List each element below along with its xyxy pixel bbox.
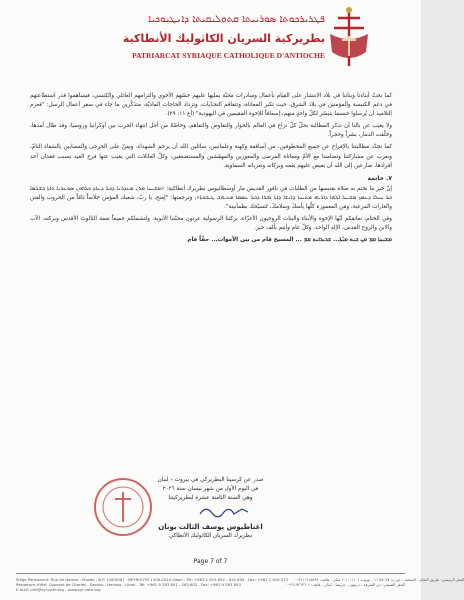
patriarchate-crest-icon — [318, 4, 380, 70]
letter-body — [30, 92, 392, 248]
footer-summer-residence-ar: المقر الصيفي: دير الشرفة - درعون - حريصا - لبنان - هاتف: ٠٠٩٦١٩٢٦٣٦٠١ — [285, 582, 405, 587]
footer-address-ar: المقر الرئيسي: طريق الشام - المتحف - ص.ب ١١٦/٥٠٨٧ - بيروت ١١٠٦-٢٠١٠ لبنان - هاتف: ٠٠٩٦١١٦١٥٨٩٢ — [294, 577, 464, 582]
page-number: Page 7 of 7 — [193, 558, 228, 565]
footer-address: Siège Permanent: Rue de Damas - Musée - B.P. 116/5087 - BEYROUTH 1106-2010 Liban - Tél: +961 1 615 892 - 615 894 - Fax: +961 1 616 573 — [16, 577, 289, 582]
syriac-title: ܦܛܪܝܪܟܘܬܐ ܣܘܪܝܝܬܐ ܩܬܘܠܝܩܝܬܐ ܕܐܢܛܝܘܟܝܐ — [148, 14, 325, 25]
paragraph: كما نجدّد مطالبتنا بالإفراج عن جميع المخطوفين، من أساقفة وكهنة وعلمانيين، سائلين الله أن يرحم الشهداء، ويمنّ على الجرحى والمصابين بالشفاء التامّ، ونعرب عن مشاركتنا وتضامننا مع الأمّ ومعاناة المرضى والمعوزين والمهمّشين والمستضعفين، وكلّ العائلات التي يغيب عنها فرح العيد بسبب فقدان أحد أفرادها، ضارعين إلى الله أن يفيض عليهم نِعَمه وبركاته وتعزياته السماوية. — [30, 144, 392, 169]
french-title: PATRIARCAT SYRIAQUE CATHOLIQUE D'ANTIOCHE — [132, 51, 325, 60]
signatory-title: بطريرك السريان الكاثوليك الأنطاكي — [168, 533, 253, 539]
letterhead — [0, 4, 421, 68]
paragraph: إنّ خير ما نختم به صلاة نقتبسها من الطلبات في ناقور القديس مار أوسطاثيوس بطريرك أنطاكية: «ܡܫܝܚܐ ܡܪܢ ܡܥܕܪܢܐ ܕܟܠ ܕܥܐܕ ܟܠܗܘܢ ܣܘܥܪܢܐ ܘܐܬܐ ܒܫܠܡܐ ܟܠ ܚܝܠܐ ܕܥܡܟ ܡܫܝܚܐ ܐܠܗܐ ܕܐܪܝܗܝ ܡܬܝܚܐ ܕܐܢܫܐ ܕܐܬܐ ܓܒܪܐ ܕܟܠ ܥܡܡܐ ܡܬܝܗܒ ܛܝܒܘܬܐ»، وترجمتها: "إمنح، يا ربّ، شعبك المؤمن خلاصاً تامّاً من الحروب والفتن والغارات المرعبة، ومَن المعمورة كلّها بأمنكَ وسلامكَ، لتسبّحك بطمأنينة". — [30, 185, 392, 211]
footer-contact: E-mail: info@syr-cath.org - www.syr-cath.org — [16, 587, 101, 592]
patriarchate-year: وهي السنة الثامنة عشرة لبطريركيتنا — [168, 495, 253, 501]
paragraph: كما نحثّ أبناءنا وبناتنا في بلاد الانتشار على القيام بأعمال ومبادرات محبّة يمليها عليهم حسّهم الأخوي والتزامهم العائلي والكنسي، فيساهموا قدر استطاعتهم في دعم الكنيسة والمؤمنين في بلاد الشرق، حيث تكبر المعاناة، وتتفاقم التحدّيات، وتزداد الحاجات الماديّة، متذكّرين ما جاء في سفر أعمال الرسل: "فعزم التلاميذ أن يُرسلوا حسبما يتيسّر لكلّ واحدٍ منهم، إسعافاً للإخوة المقيمين في اليهودية" (أع ١١: ٢٩). — [30, 93, 392, 118]
footer — [16, 573, 464, 592]
section-heading: ٧. خاتمة — [367, 174, 392, 182]
arabic-title: بطريركية السريان الكاثوليك الأنطاكية — [122, 32, 325, 45]
paragraph: ولا يغيب عن بالنا أن نذكر المطالبة بحلّ كلّ نزاع في العالم بالحوار والتفاوض والتفاهم، وخاصّةً من أجل انتهاء الحرب بين أوكرانيا وروسيا، وقد طال أمدها، وخلّفت الدمار، بشراً وحجراً. — [30, 123, 392, 139]
footer-summer-residence: Résidence d'été: Couvent de Charfet - Daroun - Harissa - Liban - Tél: +961 9 263 601 - 263 602 - Fax: +961 9 263 603 — [16, 582, 241, 587]
handwritten-signature-icon — [198, 503, 250, 519]
easter-greeting: ܡܫܝܚܐ ܩܡ ܡܢ ܒܝܬ ܡܝ̈ܬܐ... ܫܪܝܪܐܝܬ ܩܡ ... المسيح قام من بين الأموات... حقّاً قام — [187, 237, 392, 244]
paragraph: وفي الختام، نعانقكم أيّها الإخوة والأبناء والبنات الروحيون الأعزّاء، بركتنا الرسولية عربون محبّتنا الأبوية. ولتشملكم جميعاً نعمة الثالوث الأقدس وبركته، الآب والابن والروح القدس، الإله الواحد. وكلّ عام وأنتم بألف خير. — [30, 216, 392, 232]
signatory-name: اغناطيوس يوسف الثالث يونان — [158, 523, 263, 531]
issue-place: صدر عن كرسينا البطريركي في بيروت – لبنان — [157, 477, 264, 483]
issue-date: في اليوم الأول من شهر نيسان سنة ٢٠٢٦ — [162, 486, 259, 492]
official-seal-icon — [92, 476, 154, 538]
